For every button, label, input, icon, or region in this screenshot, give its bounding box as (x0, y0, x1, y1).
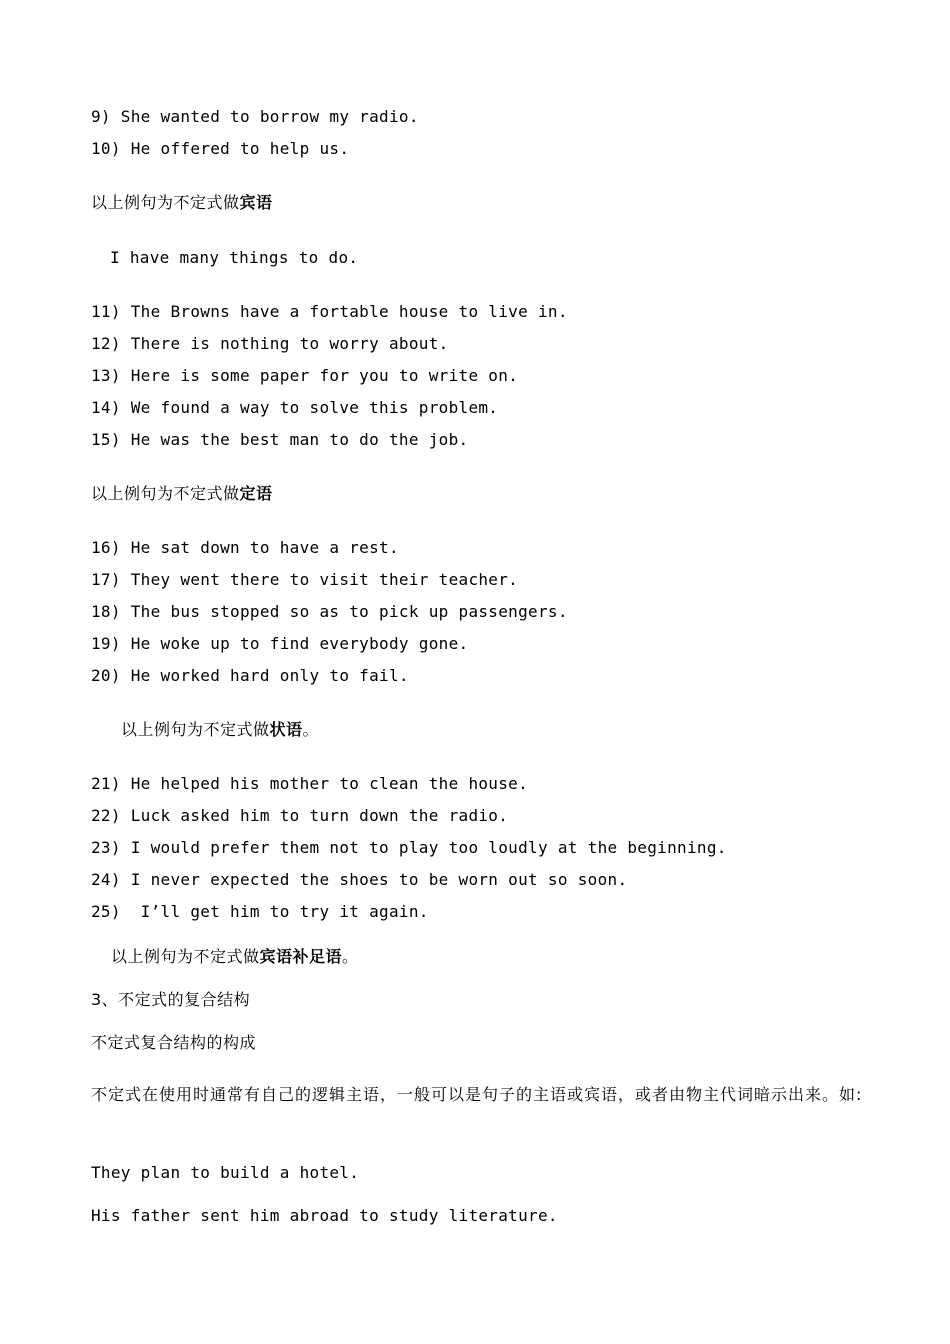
usage-note: 以上例句为不定式做状语。 (121, 720, 320, 739)
example-sentence: 16) He sat down to have a rest. (91, 538, 399, 557)
example-sentence: 13) Here is some paper for you to write on. (91, 366, 519, 385)
example-sentence: 14) We found a way to solve this problem. (91, 398, 499, 417)
example-sentence: 25) I’ll get him to try it again. (91, 902, 429, 921)
example-sentence: 20) He worked hard only to fail. (91, 666, 409, 685)
example-sentence: 21) He helped his mother to clean the house. (91, 774, 529, 793)
example-sentence: 17) They went there to visit their teacher. (91, 570, 519, 589)
body-paragraph: 不定式在使用时通常有自己的逻辑主语，一般可以是句子的主语或宾语，或者由物主代词暗示出来。如: (91, 1085, 863, 1104)
example-sentence: They plan to build a hotel. (91, 1163, 360, 1182)
example-sentence: 23) I would prefer them not to play too loudly at the beginning. (91, 838, 727, 857)
example-sentence: 18) The bus stopped so as to pick up passengers. (91, 602, 568, 621)
usage-note: 以上例句为不定式做宾语 (91, 193, 273, 212)
example-sentence: His father sent him abroad to study literature. (91, 1206, 558, 1225)
example-sentence: 15) He was the best man to do the job. (91, 430, 469, 449)
usage-note: 以上例句为不定式做定语 (91, 484, 273, 503)
example-sentence: 12) There is nothing to worry about. (91, 334, 449, 353)
example-sentence: 10) He offered to help us. (91, 139, 350, 158)
example-sentence: 9) She wanted to borrow my radio. (91, 107, 419, 126)
example-sentence: 24) I never expected the shoes to be worn out so soon. (91, 870, 628, 889)
example-sentence: 11) The Browns have a fortable house to live in. (91, 302, 568, 321)
example-sentence: 19) He woke up to find everybody gone. (91, 634, 469, 653)
example-sentence: I have many things to do. (110, 248, 359, 267)
example-sentence: 22) Luck asked him to turn down the radio. (91, 806, 509, 825)
sub-heading: 不定式复合结构的构成 (91, 1033, 257, 1052)
usage-note: 以上例句为不定式做宾语补足语。 (111, 947, 359, 966)
section-heading: 3、不定式的复合结构 (91, 990, 251, 1009)
